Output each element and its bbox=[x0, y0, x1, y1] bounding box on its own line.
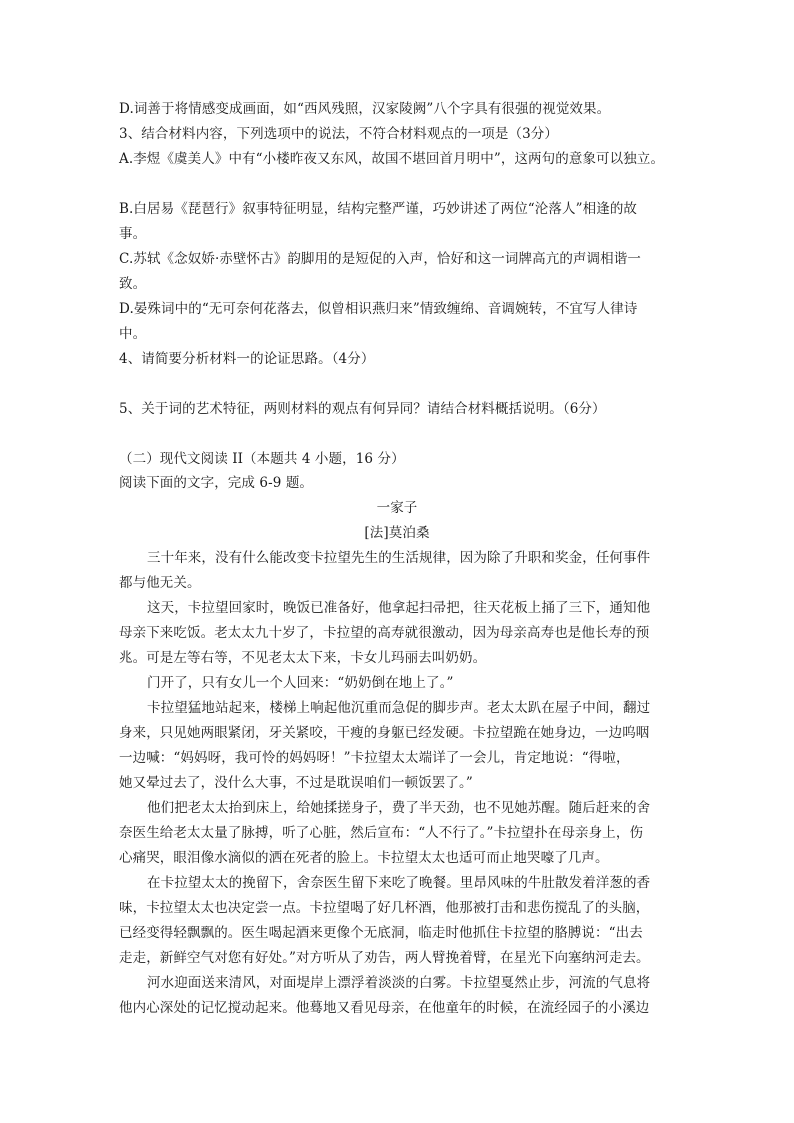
question-3-option-b-line2: 事。 bbox=[119, 226, 147, 242]
story-line: 一边喊：“妈妈呀，我可怜的妈妈呀！”卡拉望太太端详了一会儿，肯定地说：“得啦， bbox=[119, 750, 630, 766]
story-line: 都与他无关。 bbox=[119, 575, 201, 591]
story-line: 在卡拉望太太的挽留下，舍奈医生留下来吃了晚餐。里昂风味的牛肚散发着洋葱的香 bbox=[147, 875, 651, 891]
story-line: 心痛哭，眼泪像水滴似的洒在死者的脸上。卡拉望太太也适可而止地哭嚎了几声。 bbox=[119, 850, 609, 866]
question-3-option-d-line2: 中。 bbox=[119, 326, 147, 342]
story-line: 三十年来，没有什么能改变卡拉望先生的生活规律，因为除了升职和奖金，任何事件 bbox=[147, 550, 651, 566]
question-3-option-d-line1: D.晏殊词中的“无可奈何花落去，似曾相识燕归来”情致缠绵、音调婉转，不宜写人律诗 bbox=[119, 301, 638, 317]
section-2-heading: （二）现代文阅读 II（本题共 4 小题，16 分） bbox=[119, 451, 405, 467]
story-line: 门开了，只有女儿一个人回来：“奶奶倒在地上了。” bbox=[147, 675, 454, 691]
question-3-option-b-line1: B.白居易《琵琶行》叙事特征明显，结构完整严谨，巧妙讲述了两位“沦落人”相逢的故 bbox=[119, 201, 638, 217]
story-line: 河水迎面送来清风，对面堤岸上漂浮着淡淡的白雾。卡拉望戛然止步，河流的气息将 bbox=[147, 975, 651, 991]
question-3-option-c-line1: C.苏轼《念奴娇·赤壁怀古》韵脚用的是短促的入声，恰好和这一词牌高亢的声调相谐一 bbox=[119, 251, 641, 267]
question-2-option-d: D.词善于将情感变成画面，如“西风残照，汉家陵阙”八个字具有很强的视觉效果。 bbox=[119, 101, 611, 117]
story-line: 这天，卡拉望回家时，晚饭已准备好，他拿起扫帚把，往天花板上捅了三下，通知他 bbox=[147, 600, 651, 616]
story-line: 已经变得轻飘飘的。医生喝起酒来更像个无底洞，临走时他抓住卡拉望的胳膊说：“出去 bbox=[119, 925, 643, 941]
story-line: 走走，新鲜空气对您有好处。”对方听从了劝告，两人臂挽着臂，在星光下向塞纳河走去。 bbox=[119, 950, 650, 966]
story-line: 兆。可是左等右等，不见老太太下来，卡女儿玛丽去叫奶奶。 bbox=[119, 650, 487, 666]
question-3-option-c-line2: 致。 bbox=[119, 276, 147, 292]
question-3-stem: 3、结合材料内容，下列选项中的说法，不符合材料观点的一项是（3分） bbox=[119, 126, 558, 142]
question-3-option-a: A.李煜《虞美人》中有“小楼昨夜又东风，故国不堪回首月明中”，这两句的意象可以独立。 bbox=[119, 151, 665, 167]
story-line: 身来，只见她两眼紧闭，牙关紧咬，干瘦的身躯已经发硬。卡拉望跪在她身边，一边呜咽 bbox=[119, 725, 650, 741]
story-line: 她又晕过去了，没什么大事，不过是耽误咱们一顿饭罢了。” bbox=[119, 775, 473, 791]
story-line: 奈医生给老太太量了脉搏，听了心脏，然后宣布：“人不行了。”卡拉望扑在母亲身上，伤 bbox=[119, 825, 644, 841]
section-2-instruction: 阅读下面的文字，完成 6-9 题。 bbox=[119, 475, 314, 491]
story-title: 一家子 bbox=[376, 500, 418, 516]
story-line: 卡拉望猛地站起来，楼梯上响起他沉重而急促的脚步声。老太太趴在屋子中间，翻过 bbox=[147, 700, 651, 716]
story-line: 味，卡拉望太太也决定尝一点。卡拉望喝了好几杯酒，他那被打击和悲伤搅乱了的头脑， bbox=[119, 900, 650, 916]
story-line: 母亲下来吃饭。老太太九十岁了，卡拉望的高寿就很激动，因为母亲高寿也是他长寿的预 bbox=[119, 625, 650, 641]
story-line: 他们把老太太抬到床上，给她揉搓身子，费了半天劲，也不见她苏醒。随后赶来的舍 bbox=[147, 800, 651, 816]
question-5-stem: 5、关于词的艺术特征，两则材料的观点有何异同？请结合材料概括说明。（6分） bbox=[119, 401, 606, 417]
story-line: 他内心深处的记忆搅动起来。他蓦地又看见母亲，在他童年的时候，在流经园子的小溪边 bbox=[119, 1000, 650, 1016]
question-4-stem: 4、请简要分析材料一的论证思路。（4分） bbox=[119, 351, 375, 367]
story-author: [法]莫泊桑 bbox=[364, 525, 430, 541]
